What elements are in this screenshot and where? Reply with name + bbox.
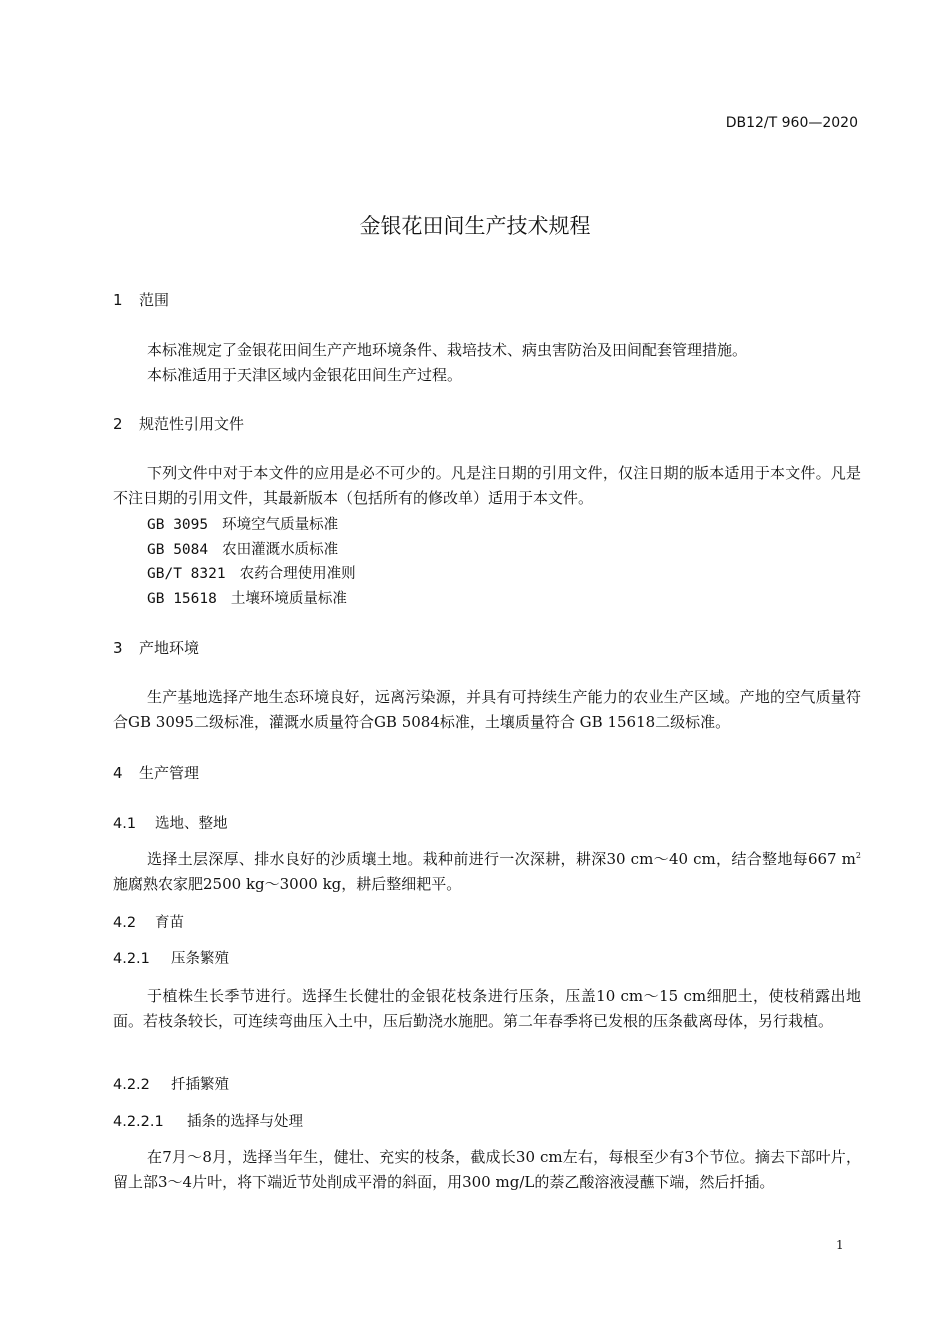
document-code: DB12/T 960—2020 — [725, 115, 858, 131]
section-4-heading — [113, 762, 199, 783]
section-title: 插条的选择与处理 — [187, 1114, 303, 1130]
reference-code: GB 3095 — [147, 517, 209, 533]
section-number: 4.2.1 — [113, 951, 150, 967]
section-number: 3 — [113, 639, 123, 657]
reference-name: 农药合理使用准则 — [239, 566, 356, 582]
section-title: 育苗 — [155, 915, 184, 931]
section-title: 生产管理 — [139, 764, 200, 782]
paragraph-text: 施腐熟农家肥2500 kg～3000 kg，耕后整细耙平。 — [113, 874, 462, 893]
paragraph-text: 选择土层深厚、排水良好的沙质壤土地。栽种前进行一次深耕，耕深30 cm～40 cm，结合整地每667 m — [147, 850, 856, 868]
document-title: 金银花田间生产技术规程 — [359, 214, 591, 238]
reference-code: GB/T 8321 — [147, 566, 226, 582]
reference-item — [147, 587, 347, 608]
section-number: 4 — [113, 764, 123, 782]
paragraph: 生产基地选择产地生态环境良好，远离污染源，并具有可持续生产能力的农业生产区域。产地的空气质量符合GB 3095二级标准，灌溉水质量符合GB 5084标准，土壤质量符合 GB 15618二级标准。 — [113, 688, 861, 731]
reference-item — [147, 538, 338, 559]
paragraph: 本标准适用于天津区域内金银花田间生产过程。 — [147, 366, 463, 384]
subsection-4-2-heading — [113, 911, 184, 932]
section-number: 4.2.2 — [113, 1077, 150, 1093]
section-3-heading — [113, 637, 199, 658]
section-number: 1 — [113, 291, 123, 309]
section-number: 2 — [113, 415, 123, 433]
section-number: 4.2.2.1 — [113, 1114, 164, 1130]
section-title: 范围 — [139, 291, 170, 309]
section-title: 产地环境 — [139, 639, 200, 657]
reference-code: GB 15618 — [147, 591, 217, 607]
reference-name: 农田灌溉水质标准 — [222, 542, 339, 558]
paragraph: 在7月～8月，选择当年生，健壮、充实的枝条，截成长30 cm左右，每根至少有3个节位。摘去下部叶片，留上部3～4片叶，将下端近节处削成平滑的斜面，用300 mg/L的萘乙酸溶液浸蘸下端，然后扦插。 — [113, 1148, 861, 1191]
section-number: 4.2 — [113, 915, 137, 931]
section-title: 压条繁殖 — [171, 951, 229, 967]
page-number: 1 — [836, 1238, 844, 1252]
reference-name: 环境空气质量标准 — [222, 517, 339, 533]
section-title: 扦插繁殖 — [171, 1077, 229, 1093]
subsection-4-1-heading — [113, 812, 228, 833]
paragraph: 本标准规定了金银花田间生产产地环境条件、栽培技术、病虫害防治及田间配套管理措施。 — [147, 341, 748, 359]
section-title: 选地、整地 — [155, 816, 228, 832]
paragraph: 于植株生长季节进行。选择生长健壮的金银花枝条进行压条，压盖10 cm～15 cm细肥土，使枝稍露出地面。若枝条较长，可连续弯曲压入土中，压后勤浇水施肥。第二年春季将已发根的压条截离母体，另行栽植。 — [113, 987, 861, 1030]
reference-code: GB 5084 — [147, 542, 209, 558]
reference-item — [147, 513, 338, 534]
section-1-heading — [113, 289, 169, 310]
reference-item — [147, 562, 356, 583]
paragraph: 下列文件中对于本文件的应用是必不可少的。凡是注日期的引用文件，仅注日期的版本适用于本文件。凡是不注日期的引用文件，其最新版本（包括所有的修改单）适用于本文件。 — [113, 464, 861, 507]
section-2-heading — [113, 413, 244, 434]
subsection-4-2-2-1-heading — [113, 1110, 303, 1131]
paragraph — [113, 847, 861, 896]
section-title: 规范性引用文件 — [139, 415, 245, 433]
section-number: 4.1 — [113, 816, 137, 832]
subsection-4-2-1-heading — [113, 947, 229, 968]
superscript: 2 — [855, 851, 861, 860]
subsection-4-2-2-heading — [113, 1073, 229, 1094]
reference-name: 土壤环境质量标准 — [230, 591, 347, 607]
